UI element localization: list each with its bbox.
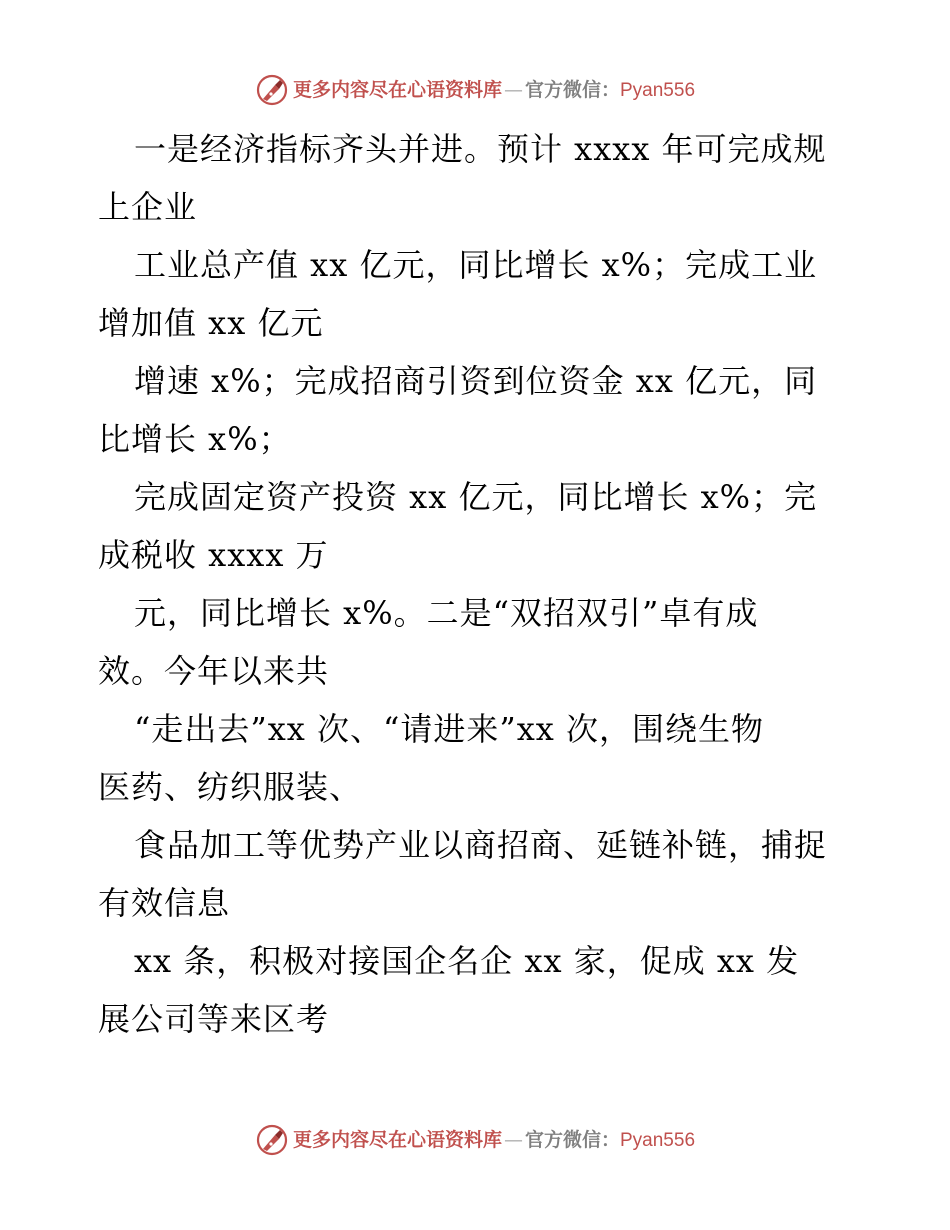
body-line-11: “走出去”xx 次、“请进来”xx 次，围绕生物 — [134, 710, 764, 748]
pen-nib-logo-icon — [255, 1123, 289, 1157]
body-line-2: 上企业 — [98, 188, 198, 226]
header-site-text: 更多内容尽在心语资料库 — [292, 78, 502, 101]
header-wechat-label: 官方微信： — [524, 78, 620, 101]
body-line-8: 成税收 xxxx 万 — [98, 536, 329, 574]
body-line-4: 增加值 xx 亿元 — [98, 304, 324, 342]
footer-banner — [0, 1120, 950, 1160]
footer-site-text: 更多内容尽在心语资料库 — [292, 1128, 502, 1151]
document-body — [98, 120, 858, 1048]
header-wechat-id: Pyan556 — [620, 79, 696, 101]
body-line-10: 效。今年以来共 — [98, 652, 330, 690]
body-line-14: 有效信息 — [98, 884, 231, 922]
footer-dash: — — [503, 1128, 523, 1151]
body-line-3: 工业总产值 xx 亿元，同比增长 x%；完成工业 — [134, 246, 818, 284]
body-line-13: 食品加工等优势产业以商招商、延链补链，捕捉 — [134, 826, 828, 864]
pen-nib-logo-icon — [255, 73, 289, 107]
body-line-12: 医药、纺织服装、 — [98, 768, 363, 806]
body-line-1: 一是经济指标齐头并进。预计 xxxx 年可完成规 — [134, 130, 827, 168]
body-line-7: 完成固定资产投资 xx 亿元，同比增长 x%；完 — [134, 478, 818, 516]
header-banner — [0, 70, 950, 110]
footer-wechat-label: 官方微信： — [524, 1128, 620, 1151]
body-line-9: 元，同比增长 x%。二是“双招双引”卓有成 — [134, 594, 759, 632]
body-line-15: xx 条，积极对接国企名企 xx 家，促成 xx 发 — [134, 942, 800, 980]
footer-wechat-id: Pyan556 — [620, 1129, 696, 1151]
body-line-5: 增速 x%；完成招商引资到位资金 xx 亿元，同 — [134, 362, 818, 400]
header-dash: — — [503, 78, 523, 101]
body-line-16: 展公司等来区考 — [98, 1000, 330, 1038]
body-line-6: 比增长 x%； — [98, 420, 292, 458]
